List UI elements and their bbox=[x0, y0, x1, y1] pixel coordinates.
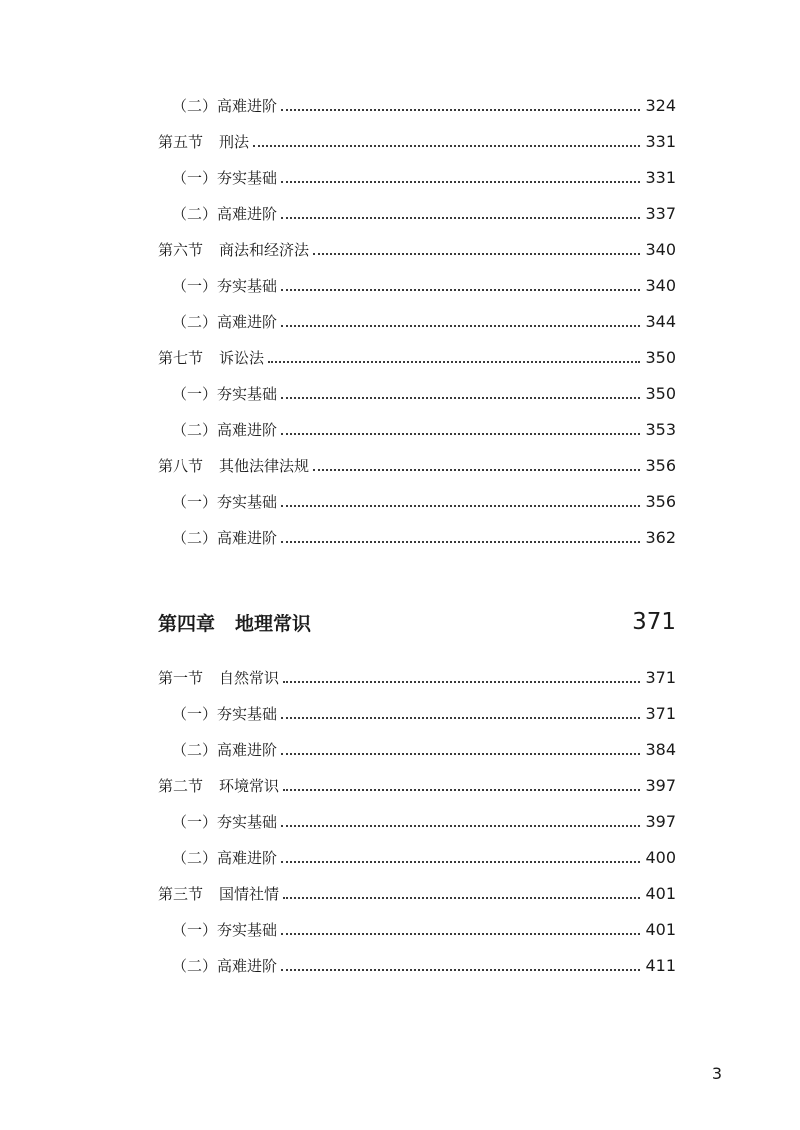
toc-entry-section[interactable] bbox=[158, 124, 676, 160]
toc-entry-section[interactable] bbox=[158, 448, 676, 484]
chapter-name: 地理常识 bbox=[235, 612, 312, 635]
toc-entry-label bbox=[158, 885, 281, 903]
section-number: 第六节 bbox=[158, 241, 204, 259]
dot-leader bbox=[281, 717, 640, 719]
toc-entry-label: （二）高难进阶 bbox=[172, 97, 278, 115]
toc-entry-label bbox=[158, 349, 266, 367]
section-number: 第一节 bbox=[158, 669, 204, 687]
toc-page-number: 356 bbox=[645, 492, 676, 511]
toc-page-number: 397 bbox=[645, 812, 676, 831]
toc-entry-label: （一）夯实基础 bbox=[172, 277, 278, 295]
section-number: 第二节 bbox=[158, 777, 204, 795]
toc-entry-section[interactable] bbox=[158, 768, 676, 804]
toc-page-number: 340 bbox=[645, 240, 676, 259]
dot-leader bbox=[313, 253, 640, 255]
dot-leader bbox=[281, 969, 640, 971]
section-number: 第五节 bbox=[158, 133, 204, 151]
section-number: 第三节 bbox=[158, 885, 204, 903]
dot-leader bbox=[268, 361, 640, 363]
toc-page-number: 324 bbox=[645, 96, 676, 115]
dot-leader bbox=[281, 217, 640, 219]
section-title: 诉讼法 bbox=[219, 349, 265, 367]
dot-leader bbox=[281, 181, 640, 183]
dot-leader bbox=[281, 753, 640, 755]
dot-leader bbox=[283, 897, 640, 899]
toc-page-number: 350 bbox=[645, 384, 676, 403]
section-number: 第七节 bbox=[158, 349, 204, 367]
dot-leader bbox=[281, 541, 640, 543]
toc-entry-sub[interactable] bbox=[158, 268, 676, 304]
toc-page-number: 401 bbox=[645, 884, 676, 903]
toc-entry-sub[interactable] bbox=[158, 520, 676, 556]
toc-entry-sub[interactable] bbox=[158, 160, 676, 196]
dot-leader bbox=[281, 933, 640, 935]
dot-leader bbox=[283, 681, 640, 683]
section-number: 第八节 bbox=[158, 457, 204, 475]
toc-entry-sub[interactable] bbox=[158, 484, 676, 520]
toc-entry-label: （二）高难进阶 bbox=[172, 957, 278, 975]
toc-page-number: 331 bbox=[645, 168, 676, 187]
toc-entry-label: （二）高难进阶 bbox=[172, 741, 278, 759]
toc-entry-sub[interactable] bbox=[158, 912, 676, 948]
toc-page-number: 340 bbox=[645, 276, 676, 295]
toc-entry-label: （二）高难进阶 bbox=[172, 313, 278, 331]
toc-page-number: 362 bbox=[645, 528, 676, 547]
toc-entry-label: （一）夯实基础 bbox=[172, 169, 278, 187]
toc-entry-sub[interactable] bbox=[158, 696, 676, 732]
toc-entry-sub[interactable] bbox=[158, 196, 676, 232]
toc-entry-sub[interactable] bbox=[158, 804, 676, 840]
toc-entry-sub[interactable] bbox=[158, 840, 676, 876]
dot-leader bbox=[281, 825, 640, 827]
dot-leader bbox=[281, 397, 640, 399]
toc-page-number: 350 bbox=[645, 348, 676, 367]
toc-entry-label bbox=[158, 241, 311, 259]
toc-entry-section[interactable] bbox=[158, 340, 676, 376]
toc-entry-label: （二）高难进阶 bbox=[172, 205, 278, 223]
toc-entry-sub[interactable] bbox=[158, 948, 676, 984]
section-title: 环境常识 bbox=[219, 777, 280, 795]
chapter-page-number: 371 bbox=[632, 609, 676, 635]
dot-leader bbox=[281, 433, 640, 435]
dot-leader bbox=[281, 109, 640, 111]
toc-page-number: 401 bbox=[645, 920, 676, 939]
dot-leader bbox=[253, 145, 640, 147]
toc-entry-section[interactable] bbox=[158, 876, 676, 912]
toc-entry-label bbox=[158, 669, 281, 687]
toc-entry-label: （二）高难进阶 bbox=[172, 849, 278, 867]
toc-page-number: 353 bbox=[645, 420, 676, 439]
page-number-footer: 3 bbox=[711, 1064, 722, 1083]
toc-entry-label bbox=[158, 777, 281, 795]
chapter-title bbox=[158, 609, 311, 636]
toc-entry-label bbox=[158, 457, 311, 475]
toc-entry-section[interactable] bbox=[158, 232, 676, 268]
section-title: 国情社情 bbox=[219, 885, 280, 903]
dot-leader bbox=[281, 505, 640, 507]
toc-page-number: 411 bbox=[645, 956, 676, 975]
toc-list-lower bbox=[158, 660, 676, 984]
toc-page-number: 400 bbox=[645, 848, 676, 867]
toc-page-number: 384 bbox=[645, 740, 676, 759]
section-title: 其他法律法规 bbox=[219, 457, 310, 475]
dot-leader bbox=[313, 469, 640, 471]
chapter-heading[interactable] bbox=[158, 602, 676, 642]
chapter-number: 第四章 bbox=[158, 612, 216, 635]
toc-entry-sub[interactable] bbox=[158, 376, 676, 412]
toc-entry-label: （一）夯实基础 bbox=[172, 921, 278, 939]
section-title: 刑法 bbox=[219, 133, 250, 151]
toc-entry-label: （二）高难进阶 bbox=[172, 529, 278, 547]
toc-entry-label: （一）夯实基础 bbox=[172, 493, 278, 511]
section-title: 自然常识 bbox=[219, 669, 280, 687]
toc-entry-label: （一）夯实基础 bbox=[172, 385, 278, 403]
toc-page-number: 331 bbox=[645, 132, 676, 151]
dot-leader bbox=[283, 789, 640, 791]
dot-leader bbox=[281, 289, 640, 291]
toc-entry-label: （二）高难进阶 bbox=[172, 421, 278, 439]
toc-entry-label: （一）夯实基础 bbox=[172, 705, 278, 723]
toc-entry-sub[interactable] bbox=[158, 412, 676, 448]
toc-entry-sub[interactable] bbox=[158, 88, 676, 124]
dot-leader bbox=[281, 325, 640, 327]
toc-entry-label bbox=[158, 133, 251, 151]
section-title: 商法和经济法 bbox=[219, 241, 310, 259]
toc-page-number: 371 bbox=[645, 704, 676, 723]
toc-page-number: 356 bbox=[645, 456, 676, 475]
toc-page-number: 397 bbox=[645, 776, 676, 795]
toc-page-number: 371 bbox=[645, 668, 676, 687]
toc-list-upper bbox=[158, 88, 676, 556]
toc-page-number: 344 bbox=[645, 312, 676, 331]
toc-entry-sub[interactable] bbox=[158, 732, 676, 768]
dot-leader bbox=[281, 861, 640, 863]
toc-entry-section[interactable] bbox=[158, 660, 676, 696]
toc-entry-label: （一）夯实基础 bbox=[172, 813, 278, 831]
toc-page-number: 337 bbox=[645, 204, 676, 223]
toc-entry-sub[interactable] bbox=[158, 304, 676, 340]
